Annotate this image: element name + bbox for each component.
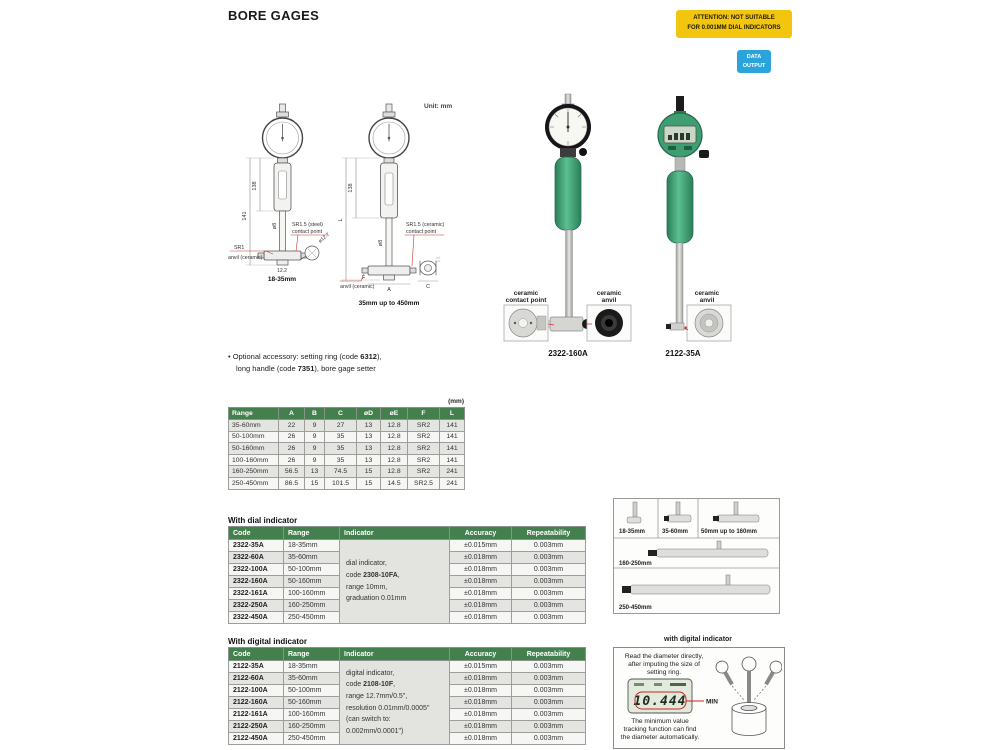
cell-code: 2122-160A [229, 697, 284, 709]
column-header: Code [229, 527, 284, 540]
cell-accuracy: ±0.018mm [450, 733, 512, 745]
cell: SR2 [408, 466, 440, 478]
cell-accuracy: ±0.018mm [450, 552, 512, 564]
dial-table-header-row [229, 527, 586, 540]
cell-indicator-note: dial indicator, code 2308-10FA, range 10mm, graduation 0.01mm [340, 540, 450, 624]
digital-info-caption: with digital indicator [663, 636, 733, 643]
unit-note: Unit: mm [424, 103, 453, 110]
cell: 35-60mm [229, 420, 279, 432]
column-header: A [279, 408, 305, 420]
cell: 9 [305, 454, 325, 466]
dial-contact-callout-line2: contact point [505, 297, 547, 304]
cell: 22 [279, 420, 305, 432]
cell: 35 [325, 431, 357, 443]
data-output-line1: DATA [746, 54, 762, 61]
cell: 15 [357, 466, 381, 478]
table-row [229, 443, 465, 455]
cell-range: 100-160mm [284, 588, 340, 600]
photo-dial-bore-gage [504, 94, 631, 358]
table-row [229, 540, 586, 552]
column-header: Code [229, 648, 284, 661]
attention-line2: FOR 0.001MM DIAL INDICATORS [687, 25, 781, 31]
cell-range: 18-35mm [284, 540, 340, 552]
min-label: MIN [706, 698, 718, 706]
cell: 13 [357, 443, 381, 455]
column-header: Repeatability [512, 527, 586, 540]
cell-repeatability: 0.003mm [512, 588, 586, 600]
cell-repeatability: 0.003mm [512, 709, 586, 721]
cell-code: 2322-60A [229, 552, 284, 564]
cell-range: 50-100mm [284, 685, 340, 697]
cell-range: 50-100mm [284, 564, 340, 576]
cell: 74.5 [325, 466, 357, 478]
info-text-line6: the diameter automatically. [620, 734, 700, 741]
cell: 14.5 [381, 477, 408, 489]
dial-table-title: With dial indicator [228, 516, 298, 525]
cell: 13 [357, 431, 381, 443]
heads-range-1: 18-35mm [619, 529, 646, 535]
attention-badge [676, 10, 792, 38]
cell-accuracy: ±0.018mm [450, 612, 512, 624]
cell-repeatability: 0.003mm [512, 721, 586, 733]
digital-gage-code: 2122-35A [665, 349, 701, 358]
cell: 15 [357, 477, 381, 489]
column-header: Accuracy [450, 527, 512, 540]
cell: 101.5 [325, 477, 357, 489]
cell: SR2 [408, 443, 440, 455]
heads-range-4: 160-250mm [619, 561, 652, 567]
cell-range: 18-35mm [284, 661, 340, 673]
cell-accuracy: ±0.018mm [450, 673, 512, 685]
cell: 12.8 [381, 431, 408, 443]
column-header: B [305, 408, 325, 420]
accessory-line2: long handle (code 7351), bore gage setter [236, 364, 376, 373]
data-output-line2: OUTPUT [742, 62, 766, 69]
column-header: Range [284, 527, 340, 540]
cell: 26 [279, 443, 305, 455]
cell-repeatability: 0.003mm [512, 733, 586, 745]
cell-repeatability: 0.003mm [512, 576, 586, 588]
table-row [229, 466, 465, 478]
cell-range: 50-160mm [284, 697, 340, 709]
cell-code: 2322-35A [229, 540, 284, 552]
cell: 35 [325, 454, 357, 466]
cell: 35 [325, 443, 357, 455]
setting-ring-diagram [714, 657, 782, 736]
photo-digital-bore-gage [658, 96, 731, 358]
info-text-line2: after imputing the size of [628, 661, 700, 668]
cell: 50-160mm [229, 443, 279, 455]
contact-point-label-line1: SR1.5 (steel) [292, 222, 323, 228]
cell: 26 [279, 431, 305, 443]
cell: 15 [305, 477, 325, 489]
cell-accuracy: ±0.018mm [450, 588, 512, 600]
cell-code: 2322-100A [229, 564, 284, 576]
anvil-label-line2: anvil (ceramic) [228, 255, 263, 261]
table-row [229, 477, 465, 489]
cell: 250-450mm [229, 477, 279, 489]
cell-repeatability: 0.003mm [512, 600, 586, 612]
cell: 141 [440, 420, 465, 432]
contact-point-label-line2: contact point [292, 229, 323, 235]
cell: SR2 [408, 454, 440, 466]
cell: 12.8 [381, 443, 408, 455]
accessory-line1: • Optional accessory: setting ring (code 6312), [228, 352, 382, 361]
digital-anvil-callout-line1: ceramic [694, 290, 720, 297]
column-header: Accuracy [450, 648, 512, 661]
data-output-badge [737, 50, 771, 73]
cell-range: 50-160mm [284, 576, 340, 588]
cell-accuracy: ±0.018mm [450, 685, 512, 697]
column-header: Range [284, 648, 340, 661]
dial-contact-callout-line1: ceramic [513, 290, 539, 297]
info-text-line1: Read the diameter directly, [624, 653, 704, 660]
cell: 50-100mm [229, 431, 279, 443]
dimension-table [228, 407, 465, 490]
accessory-note [228, 351, 382, 375]
cell-repeatability: 0.003mm [512, 552, 586, 564]
dim-A: A [387, 287, 391, 293]
column-header: Repeatability [512, 648, 586, 661]
cell: 12.8 [381, 420, 408, 432]
dim-F: F [362, 275, 366, 281]
digital-info-diagram [614, 648, 782, 746]
cell-code: 2322-160A [229, 576, 284, 588]
cell-range: 160-250mm [284, 721, 340, 733]
cell: SR2.5 [408, 477, 440, 489]
cell-range: 100-160mm [284, 709, 340, 721]
cell-accuracy: ±0.018mm [450, 697, 512, 709]
digital-indicator-table [228, 647, 586, 745]
cell: 13 [357, 420, 381, 432]
table-row [229, 420, 465, 432]
table-row [229, 454, 465, 466]
digital-table-title: With digital indicator [228, 637, 308, 646]
anvil-label-line1: SR1 [234, 245, 245, 251]
cell-code: 2322-250A [229, 600, 284, 612]
attention-line1: ATTENTION: NOT SUITABLE [693, 15, 775, 22]
heads-range-3: 50mm up to 160mm [701, 529, 758, 535]
cell-repeatability: 0.003mm [512, 612, 586, 624]
cell-repeatability: 0.003mm [512, 685, 586, 697]
contact-point-label-line1: SR1.5 (ceramic) [406, 222, 445, 228]
digital-table-header-row [229, 648, 586, 661]
cell-code: 2322-450A [229, 612, 284, 624]
dim-C: C [426, 284, 430, 290]
dim-length-L: L [338, 218, 344, 222]
cell-range: 250-450mm [284, 733, 340, 745]
dimension-table-header-row [229, 408, 465, 420]
cell-repeatability: 0.003mm [512, 564, 586, 576]
table-row [229, 431, 465, 443]
cell: 26 [279, 454, 305, 466]
dim-width: 12.2 [277, 268, 287, 274]
dial-indicator-table [228, 526, 586, 624]
cell-code: 2122-250A [229, 721, 284, 733]
column-header: C [325, 408, 357, 420]
cell-accuracy: ±0.015mm [450, 661, 512, 673]
cell-accuracy: ±0.015mm [450, 540, 512, 552]
cell-code: 2122-60A [229, 673, 284, 685]
heads-range-5: 250-450mm [619, 605, 652, 611]
column-header: øE [381, 408, 408, 420]
cell: 241 [440, 477, 465, 489]
drawing-18-35 [228, 104, 331, 283]
info-text-line5: tracking function can find [623, 726, 697, 733]
measuring-heads-diagram [614, 499, 779, 613]
cell-code: 2322-161A [229, 588, 284, 600]
cell: 241 [440, 466, 465, 478]
cell-accuracy: ±0.018mm [450, 564, 512, 576]
dial-anvil-callout-line2: anvil [601, 297, 617, 304]
cell: 9 [305, 443, 325, 455]
cell-code: 2122-450A [229, 733, 284, 745]
cell: SR2 [408, 420, 440, 432]
cell: 86.5 [279, 477, 305, 489]
cell-code: 2122-161A [229, 709, 284, 721]
drawing-caption-35-450: 35mm up to 450mm [358, 300, 420, 307]
cell-range: 160-250mm [284, 600, 340, 612]
dim-138: 138 [252, 181, 258, 191]
cell: 160-250mm [229, 466, 279, 478]
measuring-heads-box [613, 498, 780, 614]
info-text-line4: The minimum value [631, 718, 689, 725]
cell: SR2 [408, 431, 440, 443]
cell-code: 2122-100A [229, 685, 284, 697]
cell: 9 [305, 420, 325, 432]
column-header: Range [229, 408, 279, 420]
table-row [229, 661, 586, 673]
info-text-line3: setting ring. [646, 669, 682, 676]
cell-accuracy: ±0.018mm [450, 600, 512, 612]
cell: 100-160mm [229, 454, 279, 466]
heads-range-2: 35-60mm [662, 529, 689, 535]
cell-repeatability: 0.003mm [512, 697, 586, 709]
column-header: øD [357, 408, 381, 420]
drawing-35-450 [338, 104, 444, 307]
page-title: BORE GAGES [228, 8, 320, 23]
cell: 12.8 [381, 466, 408, 478]
column-header: Indicator [340, 527, 450, 540]
contact-point-label-line2: contact point [406, 229, 437, 235]
cell: 13 [357, 454, 381, 466]
product-photos [490, 88, 748, 362]
cell-accuracy: ±0.018mm [450, 709, 512, 721]
cell-range: 35-60mm [284, 673, 340, 685]
cell-range: 250-450mm [284, 612, 340, 624]
cell-repeatability: 0.003mm [512, 673, 586, 685]
cell-indicator-note: digital indicator, code 2108-10F, range 12.7mm/0.5", resolution 0.01mm/0.0005" (can switch to: 0.002mm/0.0001") [340, 661, 450, 745]
dim-stem-diameter: ø8 [272, 222, 278, 230]
cell: 141 [440, 443, 465, 455]
technical-drawings [228, 98, 483, 323]
cell-repeatability: 0.003mm [512, 540, 586, 552]
digital-info-box [613, 647, 785, 749]
column-header: F [408, 408, 440, 420]
cell-range: 35-60mm [284, 552, 340, 564]
dial-anvil-callout-line1: ceramic [596, 290, 622, 297]
cell-code: 2122-35A [229, 661, 284, 673]
drawing-caption-18-35: 18-35mm [267, 276, 297, 283]
lcd-value: 10.444 [633, 694, 687, 709]
cell-repeatability: 0.003mm [512, 661, 586, 673]
digital-anvil-callout-line2: anvil [699, 297, 715, 304]
cell: 56.5 [279, 466, 305, 478]
cell-accuracy: ±0.018mm [450, 576, 512, 588]
dim-141: 141 [242, 211, 248, 221]
cell-accuracy: ±0.018mm [450, 721, 512, 733]
cell: 141 [440, 431, 465, 443]
cell: 12.8 [381, 454, 408, 466]
dim-table-unit: (mm) [448, 398, 464, 405]
cell: 141 [440, 454, 465, 466]
column-header: Indicator [340, 648, 450, 661]
dim-stem-diameter: ø8 [378, 239, 384, 247]
cell: 9 [305, 431, 325, 443]
column-header: L [440, 408, 465, 420]
cell: 27 [325, 420, 357, 432]
cell: 13 [305, 466, 325, 478]
dim-138: 138 [348, 183, 354, 193]
anvil-label: anvil (ceramic) [340, 284, 375, 290]
dim-tip-diameter: ø12.7 [317, 231, 332, 245]
dial-gage-code: 2322-160A [548, 349, 588, 358]
